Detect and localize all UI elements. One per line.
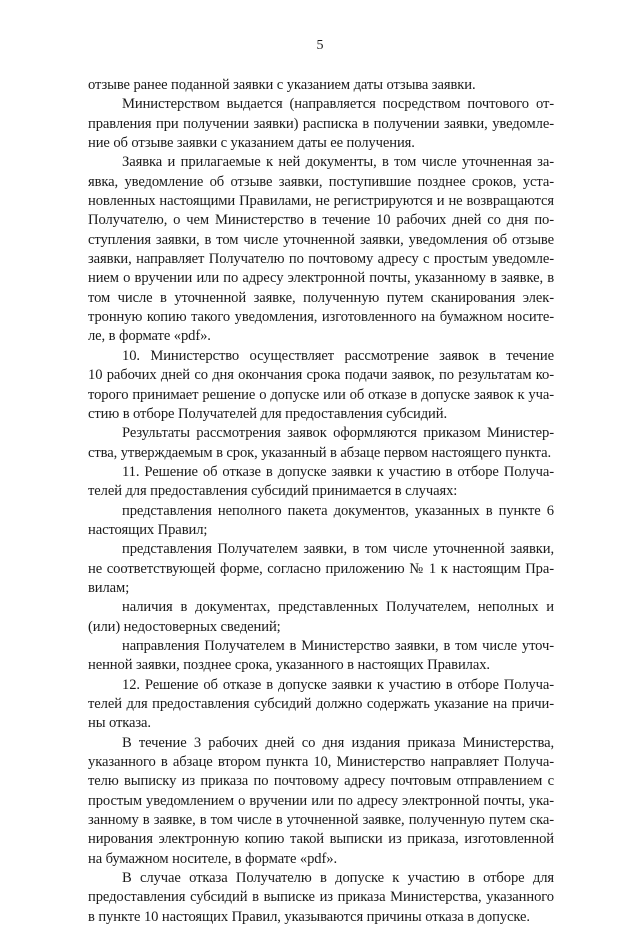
text-line: предоставления субсидий в выписке из приказа Министерства, указанного: [88, 889, 554, 906]
text-line: правления при получении заявки) расписка в получении заявки, уведомле-: [88, 115, 554, 132]
text-line: ны отказа.: [88, 715, 151, 732]
text-line: нирования электронную копию такой выписки из приказа, изготовленной: [88, 831, 554, 848]
text-line: на бумажном носителе, в формате «pdf».: [88, 850, 337, 867]
text-line: представления Получателем заявки, в том числе уточненной заявки,: [122, 541, 554, 558]
text-line: Министерством выдается (направляется посредством почтового от-: [122, 96, 554, 113]
text-line: явка, уведомление об отзыве заявки, поступившие позднее сроков, уста-: [88, 173, 554, 190]
text-line: том числе в уточненной заявке, полученную путем сканирования элек-: [88, 289, 554, 306]
text-line: телей для предоставления субсидий должно содержать указание на причи-: [88, 696, 554, 712]
text-line: ступления заявки, в том числе уточненной заявки, уведомления об отзыве: [88, 231, 554, 248]
text-line: В течение 3 рабочих дней со дня издания приказа Министерства,: [122, 734, 554, 751]
text-line: ние об отзыве заявки с указанием даты ее получения.: [88, 135, 415, 152]
text-line: (или) недостоверных сведений;: [88, 618, 281, 635]
text-line: указанного в абзаце втором пункта 10, Министерство направляет Получа-: [88, 754, 554, 771]
text-line: ле, в формате «pdf».: [88, 328, 211, 345]
text-line: стию в отборе Получателей для предоставления субсидий.: [88, 405, 448, 422]
text-line: не соответствующей форме, согласно приложению № 1 к настоящим Пра-: [88, 560, 554, 577]
text-line: Результаты рассмотрения заявок оформляются приказом Министер-: [122, 425, 554, 442]
text-line: телей для предоставления субсидий принимается в случаях:: [88, 483, 458, 500]
text-line: торого принимает решение о допуске или об отказе в допуске заявок к уча-: [88, 386, 554, 403]
document-body: [88, 76, 554, 927]
text-line: заявки, направляет Получателю по почтовому адресу с простым уведомле-: [88, 251, 554, 268]
text-line: 10. Министерство осуществляет рассмотрение заявок в течение: [122, 347, 554, 364]
text-line: направления Получателем в Министерство заявки, в том числе уточ-: [122, 637, 554, 654]
text-line: Заявка и прилагаемые к ней документы, в том числе уточненная за-: [122, 154, 554, 171]
text-line: Получателю, о чем Министерство в течение 10 рабочих дней со дня по-: [88, 212, 554, 229]
text-line: В случае отказа Получателю в допуске к участию в отборе для: [122, 870, 554, 887]
text-line: в пункте 10 настоящих Правил, указываются причины отказа в допуске.: [88, 908, 530, 925]
text-line: нием о вручении или по адресу электронной почты, указанному в заявке, в: [88, 270, 554, 287]
text-line: настоящих Правил;: [88, 521, 208, 538]
text-line: занному в заявке, в том числе в уточненной заявке, полученную путем ска-: [88, 812, 554, 829]
page-number: 5: [316, 38, 324, 53]
text-line: 12. Решение об отказе в допуске заявки к участию в отборе Получа-: [122, 676, 554, 693]
text-line: ства, утверждаемым в срок, указанный в абзаце первом настоящего пункта.: [88, 444, 551, 461]
text-line: вилам;: [88, 579, 130, 596]
text-line: наличия в документах, представленных Получателем, неполных и: [122, 599, 554, 616]
text-line: телю выписку из приказа по почтовому адресу почтовым отправлением с: [88, 773, 554, 790]
text-line: тронную копию такого уведомления, изготовленного на бумажном носите-: [88, 309, 554, 326]
text-line: новленных настоящими Правилами, не регистрируются и не возвращаются: [88, 193, 554, 210]
text-line: 10 рабочих дней со дня окончания срока подачи заявок, по результатам ко-: [88, 367, 554, 384]
text-line: простым уведомлением о вручении или по адресу электронной почты, ука-: [88, 792, 554, 809]
text-line: отзыве ранее поданной заявки с указанием даты отзыва заявки.: [88, 77, 476, 93]
text-line: ненной заявки, позднее срока, указанного в настоящих Правилах.: [88, 657, 490, 674]
text-line: представления неполного пакета документов, указанных в пункте 6: [122, 502, 554, 519]
text-line: 11. Решение об отказе в допуске заявки к участию в отборе Получа-: [122, 463, 554, 480]
